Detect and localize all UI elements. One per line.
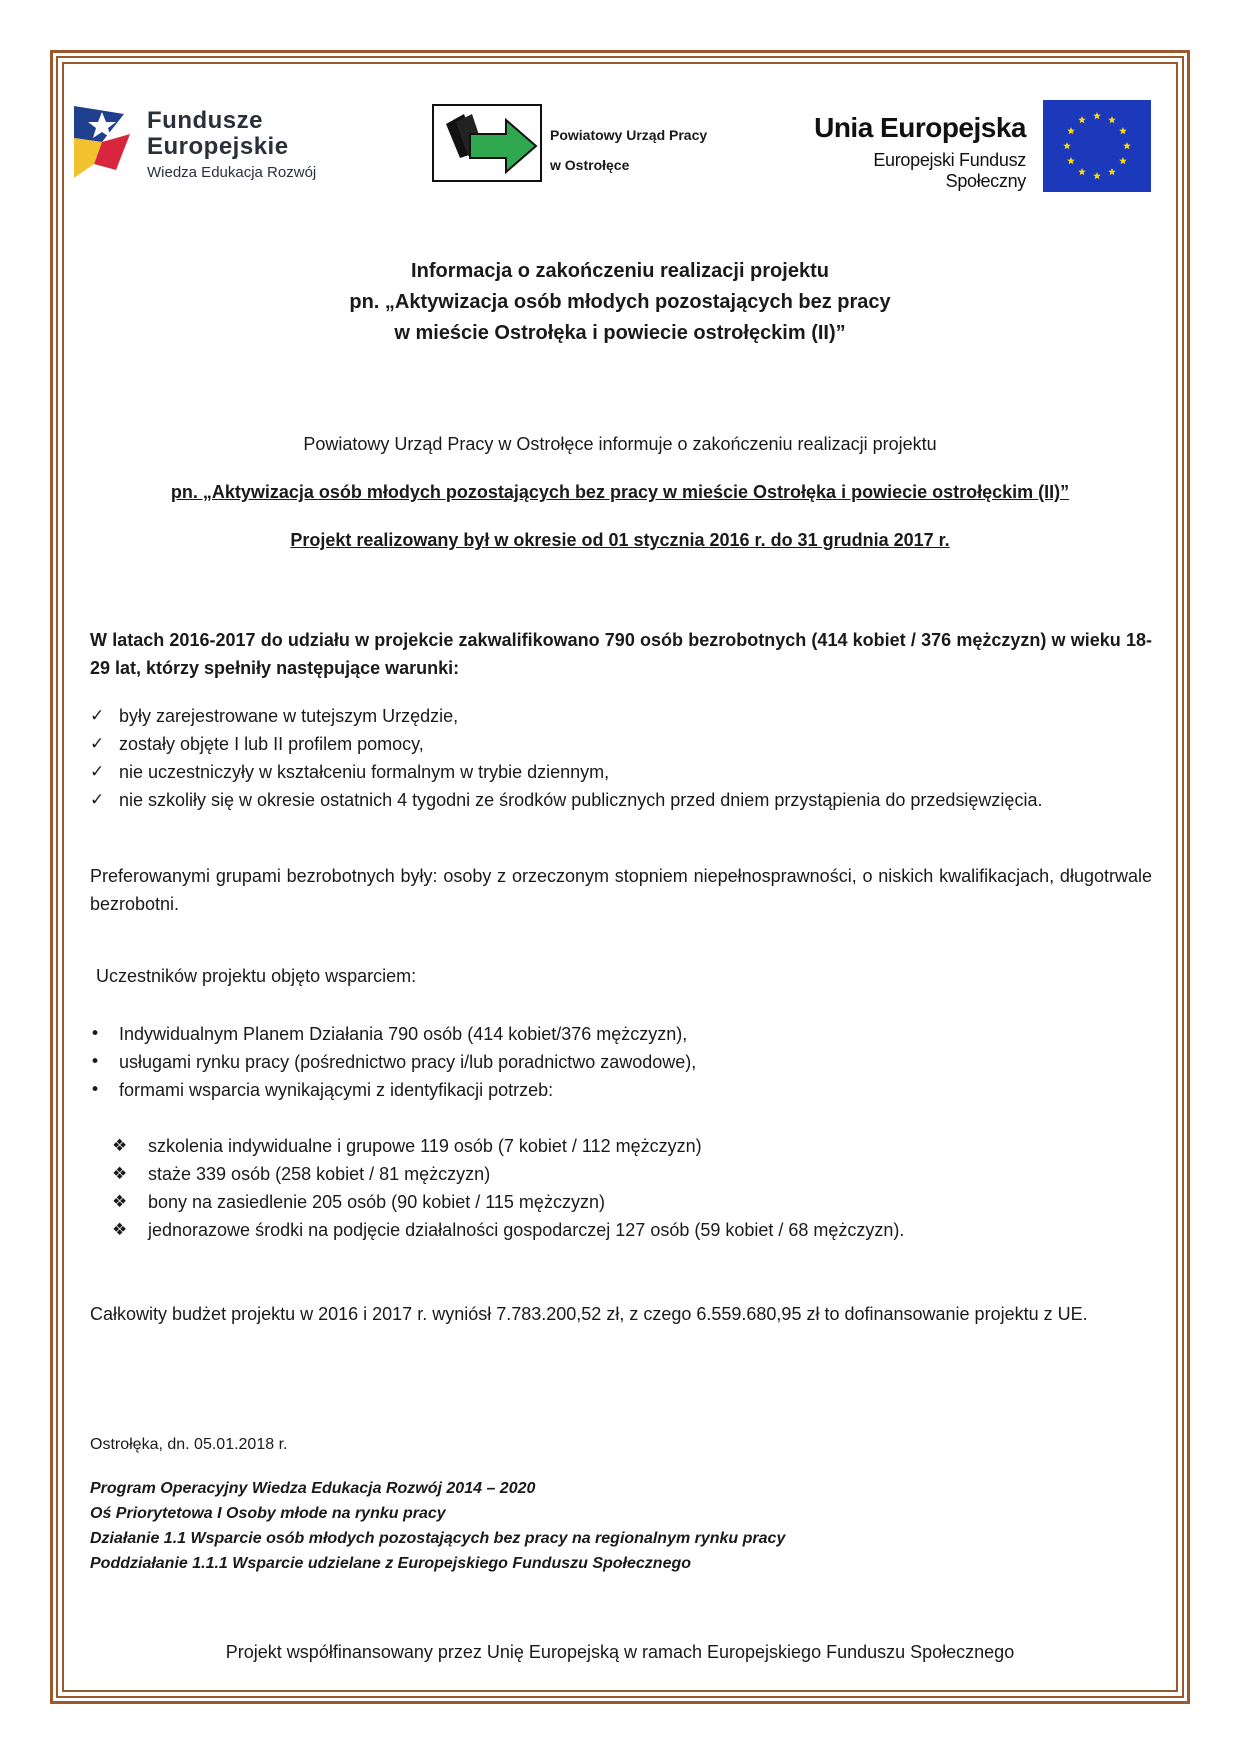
title-line-3: w mieście Ostrołęka i powiecie ostrołęckim (II)” xyxy=(394,322,846,344)
checkmark-icon: ✓ xyxy=(90,734,105,754)
support-list xyxy=(90,1020,1152,1104)
ue-line-2: Europejski Fundusz Społeczny xyxy=(873,150,1026,191)
diamond-bullet-icon: ❖ xyxy=(112,1164,128,1184)
conditions-list xyxy=(90,702,1152,814)
list-item: ❖ szkolenia indywidualne i grupowe 119 osób (7 kobiet / 112 mężczyzn) xyxy=(112,1132,1152,1160)
title-line-1: Informacja o zakończeniu realizacji projektu xyxy=(411,260,829,282)
list-item: ❖ bony na zasiedlenie 205 osób (90 kobiet / 115 mężczyzn) xyxy=(112,1188,1152,1216)
bullet-icon: • xyxy=(90,1024,101,1044)
list-item: • usługami rynku pracy (pośrednictwo pracy i/lub poradnictwo zawodowe), xyxy=(90,1048,1152,1076)
support-heading: Uczestników projektu objęto wsparciem: xyxy=(96,966,417,986)
footer-note: Projekt współfinansowany przez Unię Europejską w ramach Europejskiego Funduszu Społecznego xyxy=(225,1642,1015,1662)
fundusze-europejskie-logo xyxy=(72,98,372,188)
diamond-bullet-icon: ❖ xyxy=(112,1136,128,1156)
fe-line-1: Fundusze xyxy=(147,107,263,134)
list-item: ✓ były zarejestrowane w tutejszym Urzędzie, xyxy=(90,702,1152,730)
pup-emblem-box xyxy=(432,104,542,182)
qualification-paragraph: W latach 2016-2017 do udziału w projekcie zakwalifikowano 790 osób bezrobotnych (414 kobiet / 376 mężczyzn) w wieku 18-29 lat, którzy spełniły następujące warunki: xyxy=(90,630,1152,678)
list-item: ✓ nie uczestniczyły w kształceniu formalnym w trybie dziennym, xyxy=(90,758,1152,786)
title-line-2: pn. „Aktywizacja osób młodych pozostających bez pracy xyxy=(349,291,891,313)
intro-text: Powiatowy Urząd Pracy w Ostrołęce informuje o zakończeniu realizacji projektu xyxy=(303,434,937,454)
eu-flag-icon xyxy=(1043,100,1151,192)
list-item: • Indywidualnym Planem Działania 790 osób (414 kobiet/376 mężczyzn), xyxy=(90,1020,1152,1048)
ue-line-1: Unia Europejska xyxy=(814,112,1026,143)
list-item: ❖ jednorazowe środki na podjęcie działalności gospodarczej 127 osób (59 kobiet / 68 mężczyzn). xyxy=(112,1216,1152,1244)
preferred-groups-paragraph: Preferowanymi grupami bezrobotnych były: osoby z orzeczonym stopniem niepełnosprawności, o niskich kwalifikacjach, długotrwale bezrobotni. xyxy=(90,866,1152,914)
program-line: Poddziałanie 1.1.1 Wsparcie udzielane z Europejskiego Funduszu Społecznego xyxy=(90,1555,692,1572)
list-item: ✓ nie szkoliły się w okresie ostatnich 4 tygodni ze środków publicznych przed dniem przystąpienia do przedsięwzięcia. xyxy=(90,786,1152,814)
pup-line-2: w Ostrołęce xyxy=(550,157,630,173)
arrow-right-icon xyxy=(434,106,540,180)
program-info xyxy=(90,1476,785,1576)
budget-paragraph: Całkowity budżet projektu w 2016 i 2017 r. wyniósł 7.783.200,52 zł, z czego 6.559.680,95 zł to dofinansowanie projektu z UE. xyxy=(90,1304,1088,1324)
list-item: ❖ staże 339 osób (258 kobiet / 81 mężczyzn) xyxy=(112,1160,1152,1188)
checkmark-icon: ✓ xyxy=(90,706,105,726)
diamond-bullet-icon: ❖ xyxy=(112,1192,128,1212)
fe-line-2: Europejskie xyxy=(147,133,289,160)
pup-ostroleka-logo xyxy=(432,104,732,184)
project-period: Projekt realizowany był w okresie od 01 stycznia 2016 r. do 31 grudnia 2017 r. xyxy=(290,530,950,550)
document-title xyxy=(100,256,1140,349)
support-forms-list xyxy=(112,1132,1152,1244)
fe-star-emblem-icon xyxy=(72,98,142,188)
list-item: • formami wsparcia wynikającymi z identyfikacji potrzeb: xyxy=(90,1076,1152,1104)
unia-europejska-logo xyxy=(790,100,1160,192)
pup-line-1: Powiatowy Urząd Pracy xyxy=(550,127,708,143)
bullet-icon: • xyxy=(90,1052,101,1072)
checkmark-icon: ✓ xyxy=(90,762,105,782)
bullet-icon: • xyxy=(90,1080,101,1100)
checkmark-icon: ✓ xyxy=(90,790,105,810)
diamond-bullet-icon: ❖ xyxy=(112,1220,128,1240)
program-line: Oś Priorytetowa I Osoby młode na rynku pracy xyxy=(90,1505,446,1522)
document-date: Ostrołęka, dn. 05.01.2018 r. xyxy=(90,1436,288,1453)
program-line: Działanie 1.1 Wsparcie osób młodych pozostających bez pracy na regionalnym rynku pracy xyxy=(90,1530,786,1547)
list-item: ✓ zostały objęte I lub II profilem pomocy, xyxy=(90,730,1152,758)
fe-line-3: Wiedza Edukacja Rozwój xyxy=(147,164,317,181)
program-line: Program Operacyjny Wiedza Edukacja Rozwój 2014 – 2020 xyxy=(90,1480,536,1497)
project-name: pn. „Aktywizacja osób młodych pozostających bez pracy w mieście Ostrołęka i powiecie ostrołęckim (II)” xyxy=(170,482,1070,502)
